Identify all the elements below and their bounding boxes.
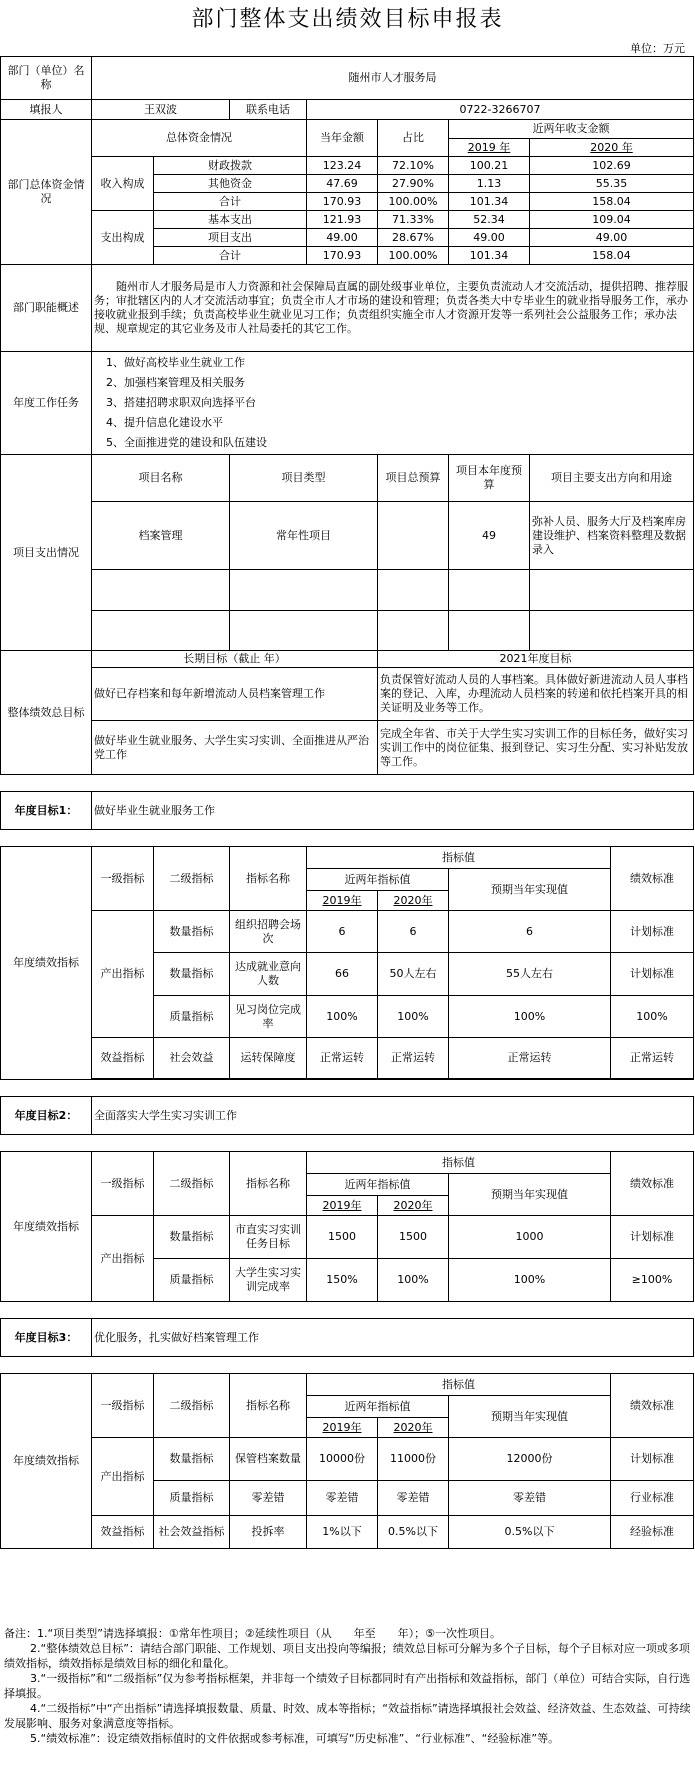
project-total [378, 502, 449, 570]
target1-row [1, 792, 694, 830]
t3-h-std: 绩效标准 [611, 1374, 694, 1438]
goals-header-row [1, 651, 694, 668]
target1-label: 年度目标1： [1, 792, 92, 830]
dept-value: 随州市人才服务局 [92, 57, 694, 100]
task-item: 2、加强档案管理及相关服务 [106, 376, 245, 389]
ind-name: 零差错 [230, 1481, 307, 1516]
t2-h-lvl2: 二级指标 [154, 1152, 230, 1216]
ind-2020: 零差错 [378, 1481, 449, 1516]
ind-std: 正常运转 [611, 1038, 694, 1079]
goals-h-year: 2021年度目标 [378, 651, 694, 668]
goals-h-long: 长期目标（截止 年） [92, 651, 378, 668]
expense-2019: 49.00 [449, 229, 530, 247]
ind-2020: 100% [378, 1259, 449, 1302]
income-2020: 102.69 [530, 157, 694, 175]
t1-h-lvl2: 二级指标 [154, 847, 230, 911]
t1-h-expect: 预期当年实现值 [449, 869, 611, 911]
ind-name: 保管档案数量 [230, 1438, 307, 1481]
t3-h-2019: 2019年 [307, 1418, 378, 1438]
t1-h-recent: 近两年指标值 [307, 869, 449, 891]
ind-name: 见习岗位完成率 [230, 996, 307, 1038]
ind-2019: 6 [307, 911, 378, 953]
ind-expect: 零差错 [449, 1481, 611, 1516]
income-name: 合计 [154, 193, 307, 211]
project-year: 49 [449, 502, 530, 570]
expense-2020: 49.00 [530, 229, 694, 247]
t1-h-name: 指标名称 [230, 847, 307, 911]
ind-expect: 正常运转 [449, 1038, 611, 1079]
t2-h-2020: 2020年 [378, 1196, 449, 1216]
t2-header-row [1, 1152, 694, 1174]
t3-h-value: 指标值 [307, 1374, 611, 1396]
ind-name: 达成就业意向人数 [230, 953, 307, 996]
t3-ind-label: 年度绩效指标 [1, 1374, 92, 1549]
t1-h-2019: 2019年 [307, 891, 378, 911]
notes [4, 1626, 692, 1746]
expense-2019: 52.34 [449, 211, 530, 229]
target3-text: 优化服务，扎实做好档案管理工作 [92, 1319, 694, 1357]
ind-expect: 100% [449, 996, 611, 1038]
ind-l2: 数量指标 [154, 953, 230, 996]
unit-label: 单位：万元 [630, 42, 685, 55]
t2-h-expect: 预期当年实现值 [449, 1174, 611, 1216]
task-item: 1、做好高校毕业生就业工作 [106, 356, 245, 369]
goal-year: 负责保管好流动人员的人事档案。具体做好新进流动人员人事档案的登记、入库，办理流动人员档案的转递和依托档案开具的相关证明及业务等工作。 [378, 668, 694, 721]
filler-label: 填报人 [1, 100, 92, 120]
t1-h-2020: 2020年 [378, 891, 449, 911]
t3-h-name: 指标名称 [230, 1374, 307, 1438]
target2-label: 年度目标2： [1, 1097, 92, 1135]
income-ratio: 100.00% [378, 193, 449, 211]
t3-h-lvl2: 二级指标 [154, 1374, 230, 1438]
ind-2019: 正常运转 [307, 1038, 378, 1079]
ind-name: 市直实习实训任务目标 [230, 1216, 307, 1259]
funds-h-current: 当年金额 [307, 120, 378, 157]
tasks-label: 年度工作任务 [1, 352, 92, 455]
project-row [1, 502, 694, 570]
expense-2020: 109.04 [530, 211, 694, 229]
tasks-row [1, 352, 694, 455]
goal-long: 做好毕业生就业服务、大学生实习实训、全面推进从严治党工作 [92, 721, 378, 775]
expense-label: 支出构成 [92, 211, 154, 265]
income-amount: 170.93 [307, 193, 378, 211]
funds-h-recent: 近两年收支金额 [449, 120, 694, 139]
ind-2019: 1%以下 [307, 1516, 378, 1549]
ind-l2: 社会效益指标 [154, 1516, 230, 1549]
t1-ind-row [1, 911, 694, 953]
projects-h-use: 项目主要支出方向和用途 [530, 455, 694, 502]
t3-ind-row [1, 1438, 694, 1481]
expense-name: 基本支出 [154, 211, 307, 229]
report-table [0, 56, 694, 1549]
income-label: 收入构成 [92, 157, 154, 211]
income-amount: 123.24 [307, 157, 378, 175]
income-ratio: 72.10% [378, 157, 449, 175]
funds-income-row [1, 157, 694, 175]
expense-name: 项目支出 [154, 229, 307, 247]
ind-2020: 50人左右 [378, 953, 449, 996]
target1-text: 做好毕业生就业服务工作 [92, 792, 694, 830]
target2-row [1, 1097, 694, 1135]
ind-2020: 11000份 [378, 1438, 449, 1481]
spacer-row [1, 1302, 694, 1319]
ind-l2: 数量指标 [154, 1216, 230, 1259]
t1-benefit-row [1, 1038, 694, 1079]
projects-h-total: 项目总预算 [378, 455, 449, 502]
income-name: 其他资金 [154, 175, 307, 193]
ind-l2: 数量指标 [154, 911, 230, 953]
ind-std: 计划标准 [611, 953, 694, 996]
ind-std: 100% [611, 996, 694, 1038]
t3-benefit-label: 效益指标 [92, 1516, 154, 1549]
ind-expect: 55人左右 [449, 953, 611, 996]
ind-2020: 正常运转 [378, 1038, 449, 1079]
target2-text: 全面落实大学生实习实训工作 [92, 1097, 694, 1135]
projects-label: 项目支出情况 [1, 455, 92, 651]
filler-value: 王双波 [92, 100, 230, 120]
t3-benefit-row [1, 1516, 694, 1549]
goal-long: 做好已存档案和每年新增流动人员档案管理工作 [92, 668, 378, 721]
t3-output-label: 产出指标 [92, 1438, 154, 1516]
duties-row [1, 265, 694, 352]
project-use: 弥补人员、服务大厅及档案库房建设维护、档案资料整理及数据录入 [530, 502, 694, 570]
expense-amount: 170.93 [307, 247, 378, 265]
income-2020: 55.35 [530, 175, 694, 193]
expense-amount: 49.00 [307, 229, 378, 247]
tasks-list [92, 352, 694, 455]
projects-h-year: 项目本年度预算 [449, 455, 530, 502]
expense-2019: 101.34 [449, 247, 530, 265]
note-item: 4.“二级指标”中“产出指标”请选择填报数量、质量、时效、成本等指标；“效益指标”请选择填报社会效益、经济效益、生态效益、可持续发展影响、服务对象满意度等指标。 [4, 1702, 691, 1730]
t3-h-expect: 预期当年实现值 [449, 1396, 611, 1438]
goals-label: 整体绩效总目标 [1, 651, 92, 775]
spacer-row [1, 775, 694, 792]
t2-h-value: 指标值 [307, 1152, 611, 1174]
funds-label: 部门总体资金情况 [1, 120, 92, 265]
projects-h-name: 项目名称 [92, 455, 230, 502]
goals-row [1, 668, 694, 721]
ind-expect: 6 [449, 911, 611, 953]
ind-l2: 质量指标 [154, 1259, 230, 1302]
t1-h-value: 指标值 [307, 847, 611, 869]
ind-std: 计划标准 [611, 911, 694, 953]
ind-2020: 1500 [378, 1216, 449, 1259]
dept-row [1, 57, 694, 100]
funds-expense-row [1, 211, 694, 229]
project-row-empty [1, 611, 694, 651]
target3-label: 年度目标3： [1, 1319, 92, 1357]
income-2020: 158.04 [530, 193, 694, 211]
spacer-row [1, 830, 694, 847]
note-item: 5.“绩效标准”：设定绩效指标值时的文件依据或参考标准，可填写“历史标准”、“行业标准”、“经验标准”等。 [30, 1732, 560, 1745]
spacer-row [1, 1080, 694, 1097]
ind-expect: 100% [449, 1259, 611, 1302]
ind-std: 计划标准 [611, 1438, 694, 1481]
ind-2020: 6 [378, 911, 449, 953]
page-title: 部门整体支出绩效目标申报表 [191, 7, 504, 32]
funds-h-2020: 2020 年 [530, 139, 694, 157]
ind-l2: 社会效益 [154, 1038, 230, 1079]
phone-label: 联系电话 [230, 100, 307, 120]
project-row-empty [1, 570, 694, 611]
dept-label: 部门（单位）名称 [1, 57, 92, 100]
t1-h-lvl1: 一级指标 [92, 847, 154, 911]
project-name: 档案管理 [92, 502, 230, 570]
projects-h-type: 项目类型 [230, 455, 378, 502]
funds-h-2019: 2019 年 [449, 139, 530, 157]
ind-expect: 0.5%以下 [449, 1516, 611, 1549]
t2-h-std: 绩效标准 [611, 1152, 694, 1216]
t2-h-name: 指标名称 [230, 1152, 307, 1216]
t2-ind-row [1, 1216, 694, 1259]
t3-h-lvl1: 一级指标 [92, 1374, 154, 1438]
ind-2019: 66 [307, 953, 378, 996]
t1-header-row [1, 847, 694, 869]
income-amount: 47.69 [307, 175, 378, 193]
income-2019: 1.13 [449, 175, 530, 193]
ind-expect: 1000 [449, 1216, 611, 1259]
duties-label: 部门职能概述 [1, 265, 92, 352]
ind-expect: 12000份 [449, 1438, 611, 1481]
t2-h-recent: 近两年指标值 [307, 1174, 449, 1196]
ind-l2: 质量指标 [154, 1481, 230, 1516]
t3-h-2020: 2020年 [378, 1418, 449, 1438]
ind-2019: 零差错 [307, 1481, 378, 1516]
goals-row [1, 721, 694, 775]
phone-value: 0722-3266707 [307, 100, 694, 120]
project-type: 常年性项目 [230, 502, 378, 570]
ind-name: 大学生实习实训完成率 [230, 1259, 307, 1302]
ind-l2: 质量指标 [154, 996, 230, 1038]
expense-ratio: 28.67% [378, 229, 449, 247]
note-item: 3.“一级指标”和“二级指标”仅为参考指标框架，并非每一个绩效子目标都同时有产出指标和效益指标，部门（单位）可结合实际，自行选择填报。 [4, 1672, 691, 1700]
task-item: 4、提升信息化建设水平 [106, 416, 223, 429]
note-item: 备注：1.“项目类型”请选择填报：①常年性项目；②延续性项目（从 年至 年）；⑤一次性项目。 [4, 1627, 501, 1640]
income-name: 财政拨款 [154, 157, 307, 175]
expense-name: 合计 [154, 247, 307, 265]
note-item: 2.“整体绩效总目标”：请结合部门职能、工作规划、项目支出投向等编报；绩效总目标可分解为多个子目标，每个子目标对应一项或多项绩效指标，绩效指标是绩效目标的细化和量化。 [4, 1642, 690, 1670]
expense-2020: 158.04 [530, 247, 694, 265]
expense-ratio: 100.00% [378, 247, 449, 265]
target3-row [1, 1319, 694, 1357]
ind-2019: 100% [307, 996, 378, 1038]
ind-name: 组织招聘会场次 [230, 911, 307, 953]
expense-ratio: 71.33% [378, 211, 449, 229]
t2-ind-label: 年度绩效指标 [1, 1152, 92, 1302]
ind-2020: 100% [378, 996, 449, 1038]
ind-name: 运转保障度 [230, 1038, 307, 1079]
duties-text: 随州市人才服务局是市人力资源和社会保障局直属的副处级事业单位，主要负责流动人才交流活动，提供招聘、推荐服务；审批辖区内的人才交流活动事宜；负责全市人才市场的建设和管理；负责各类大中专毕业生的就业指导服务工作，承办接收就业报到手续；负责高校毕业生就业见习工作；负责组织实施全市人才资源开发等一系列社会公益服务工作；承办法规、规章规定的其它业务及市人社局委托的其它工作。 [92, 265, 694, 352]
t3-h-recent: 近两年指标值 [307, 1396, 449, 1418]
ind-2019: 10000份 [307, 1438, 378, 1481]
ind-std: 经验标准 [611, 1516, 694, 1549]
t2-h-lvl1: 一级指标 [92, 1152, 154, 1216]
t2-h-2019: 2019年 [307, 1196, 378, 1216]
t1-h-std: 绩效标准 [611, 847, 694, 911]
funds-h-general: 总体资金情况 [92, 120, 307, 157]
spacer-row [1, 1357, 694, 1374]
ind-2019: 150% [307, 1259, 378, 1302]
income-2019: 101.34 [449, 193, 530, 211]
ind-std: 计划标准 [611, 1216, 694, 1259]
t1-benefit-label: 效益指标 [92, 1038, 154, 1079]
spacer-row [1, 1135, 694, 1152]
task-item: 5、全面推进党的建设和队伍建设 [106, 436, 267, 449]
ind-2019: 1500 [307, 1216, 378, 1259]
goal-year: 完成全年省、市关于大学生实习实训工作的目标任务，做好实习实训工作中的岗位征集、报到登记、实习生分配、实习补贴发放等工作。 [378, 721, 694, 775]
expense-amount: 121.93 [307, 211, 378, 229]
task-item: 3、搭建招聘求职双向选择平台 [106, 396, 256, 409]
income-2019: 100.21 [449, 157, 530, 175]
income-ratio: 27.90% [378, 175, 449, 193]
ind-name: 投拆率 [230, 1516, 307, 1549]
t1-output-label: 产出指标 [92, 911, 154, 1038]
ind-l2: 数量指标 [154, 1438, 230, 1481]
ind-std: ≥100% [611, 1259, 694, 1302]
t2-output-label: 产出指标 [92, 1216, 154, 1302]
t3-header-row [1, 1374, 694, 1396]
projects-header-row [1, 455, 694, 502]
funds-header-row [1, 120, 694, 139]
t1-ind-label: 年度绩效指标 [1, 847, 92, 1080]
funds-h-ratio: 占比 [378, 120, 449, 157]
ind-std: 行业标准 [611, 1481, 694, 1516]
ind-2020: 0.5%以下 [378, 1516, 449, 1549]
filler-row [1, 100, 694, 120]
